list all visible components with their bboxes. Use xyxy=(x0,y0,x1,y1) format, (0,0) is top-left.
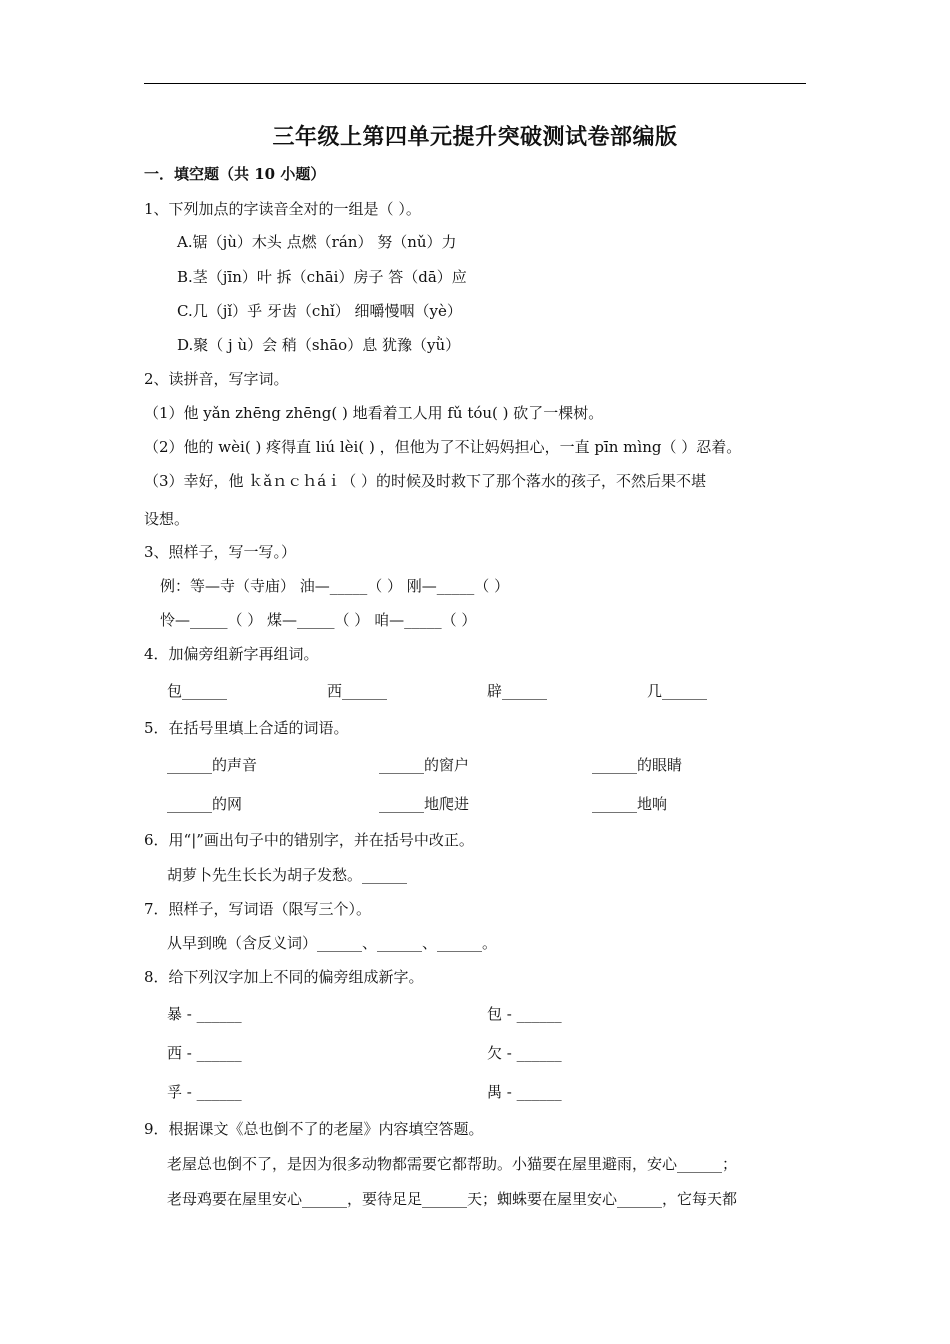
question-6-sentence: 胡萝卜先生长长为胡子发愁。______ xyxy=(167,866,408,884)
question-4-item: 几______ xyxy=(647,682,708,700)
question-9-stem: 9．根据课文《总也倒不了的老屋》内容填空答题。 xyxy=(144,1120,484,1138)
question-6-stem: 6．用“|”画出句子中的错别字，并在括号中改正。 xyxy=(144,831,474,849)
question-1-option-a: A.锯（jù）木头 点燃（rán） 努（nǔ）力 xyxy=(177,233,457,251)
question-5-blank: ______地响 xyxy=(592,795,668,813)
question-4-stem: 4．加偏旁组新字再组词。 xyxy=(144,645,319,663)
question-8-item: 西 - ______ xyxy=(167,1044,242,1062)
section-heading: 一．填空题（共 10 小题） xyxy=(144,165,326,183)
question-2-stem: 2、读拼音，写字词。 xyxy=(144,370,289,388)
question-5-blank: ______的眼睛 xyxy=(592,756,683,774)
question-5-blank: ______的网 xyxy=(167,795,243,813)
question-5-blank: ______的声音 xyxy=(167,756,258,774)
question-4-item: 包______ xyxy=(167,682,228,700)
question-1-option-d: D.聚（ j ù）会 稍（shāo）息 犹豫（yǜ） xyxy=(177,336,461,354)
question-8-item: 禺 - ______ xyxy=(487,1083,562,1101)
question-2-item-3-cont: 设想。 xyxy=(144,510,190,528)
question-4-item: 辟______ xyxy=(487,682,548,700)
question-4-item: 西______ xyxy=(327,682,388,700)
question-2-item-2: （2）他的 wèi( ) 疼得直 liú lèi( ) ，但他为了不让妈妈担心，一直 pīn mìng（ ）忍着。 xyxy=(144,438,742,456)
question-1-option-b: B.茎（jīn）叶 拆（chāi）房子 答（dā）应 xyxy=(177,268,467,286)
question-8-item: 欠 - ______ xyxy=(487,1044,562,1062)
question-1-option-c: C.几（jǐ）乎 牙齿（chǐ） 细嚼慢咽（yè） xyxy=(177,302,462,320)
question-3-row-1: 例：等—寺（寺庙） 油—_____（ ） 刚—_____（ ） xyxy=(160,577,510,595)
question-7-line: 从早到晚（含反义词）______、______、______。 xyxy=(167,934,498,952)
header-rule xyxy=(144,83,806,84)
question-9-paragraph: 老母鸡要在屋里安心______，要待足足______天；蜘蛛要在屋里安心______，它每天都 xyxy=(167,1190,738,1208)
question-7-stem: 7．照样子，写词语（限写三个）。 xyxy=(144,900,372,918)
question-2-item-3: （3）幸好，他 ｋǎｎｃｈáｉ（ ）的时候及时救下了那个落水的孩子，不然后果不堪 xyxy=(144,472,706,490)
question-5-blank: ______地爬进 xyxy=(379,795,470,813)
question-8-stem: 8．给下列汉字加上不同的偏旁组成新字。 xyxy=(144,968,424,986)
question-2-item-1: （1）他 yǎn zhēng zhēng( ) 地看着工人用 fǔ tóu( ) 砍了一棵树。 xyxy=(144,404,604,422)
question-8-item: 孚 - ______ xyxy=(167,1083,242,1101)
question-9-paragraph: 老屋总也倒不了，是因为很多动物都需要它都帮助。小猫要在屋里避雨，安心______； xyxy=(167,1155,738,1173)
question-3-row-2: 怜—_____（ ） 煤—_____（ ） 咱—_____（ ） xyxy=(160,611,477,629)
question-1-stem: 1、下列加点的字读音全对的一组是（ ）。 xyxy=(144,200,421,218)
question-3-stem: 3、照样子，写一写。） xyxy=(144,543,297,561)
question-8-item: 包 - ______ xyxy=(487,1005,562,1023)
question-8-item: 暴 - ______ xyxy=(167,1005,242,1023)
page-title: 三年级上第四单元提升突破测试卷部编版 xyxy=(272,124,678,150)
question-5-stem: 5．在括号里填上合适的词语。 xyxy=(144,719,349,737)
question-5-blank: ______的窗户 xyxy=(379,756,470,774)
